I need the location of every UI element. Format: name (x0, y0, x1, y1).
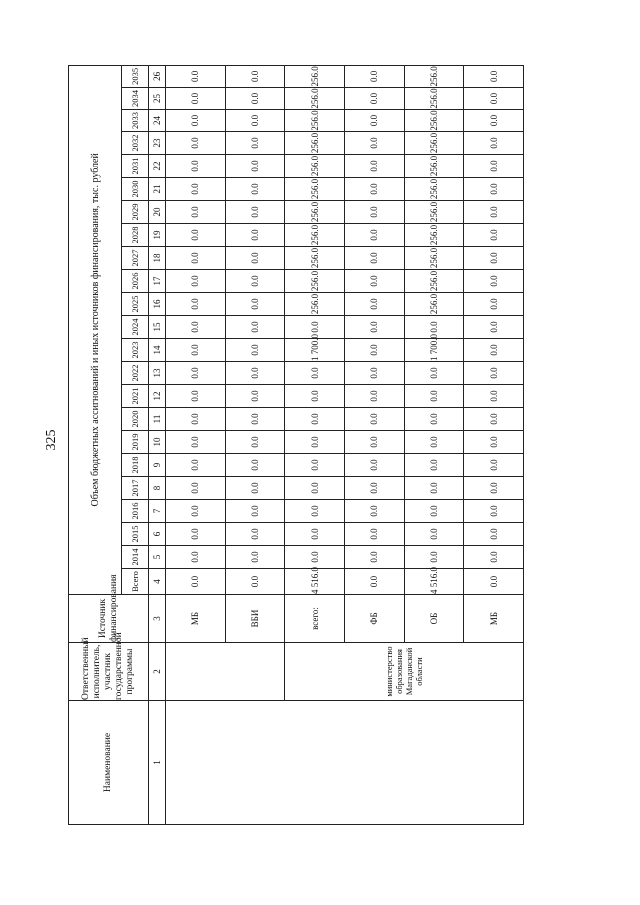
column-number: 6 (149, 523, 166, 546)
value-cell: 0.0 (166, 293, 226, 316)
value-cell: 0.0 (225, 270, 285, 293)
value-cell: 0.0 (344, 132, 404, 155)
year-header: Всего (122, 569, 149, 595)
column-number: 8 (149, 477, 166, 500)
value-cell: 0.0 (404, 523, 464, 546)
responsible-executor: министерство образования Магаданской области (285, 643, 524, 701)
value-cell: 0.0 (344, 178, 404, 201)
value-cell: 0.0 (344, 65, 404, 87)
value-cell: 0.0 (344, 247, 404, 270)
value-cell: 0.0 (404, 408, 464, 431)
value-cell: 4 516.0 (404, 569, 464, 595)
column-number: 16 (149, 293, 166, 316)
value-cell: 0.0 (225, 362, 285, 385)
value-cell: 256.0 (285, 247, 345, 270)
header-budget-title: Объем бюджетных ассигнований и иных источников финансирования, тыс. рублей (69, 65, 122, 594)
value-cell: 0.0 (464, 454, 524, 477)
value-cell: 0.0 (344, 224, 404, 247)
column-number: 12 (149, 385, 166, 408)
value-cell: 0.0 (166, 500, 226, 523)
year-header: 2032 (122, 132, 149, 155)
value-cell: 0.0 (285, 546, 345, 569)
value-cell: 1 700.0 (285, 339, 345, 362)
column-number: 11 (149, 408, 166, 431)
column-number: 10 (149, 431, 166, 454)
value-cell: 0.0 (225, 316, 285, 339)
funding-source: МБ (464, 595, 524, 643)
value-cell: 0.0 (344, 546, 404, 569)
value-cell: 0.0 (166, 385, 226, 408)
value-cell: 0.0 (285, 500, 345, 523)
value-cell: 0.0 (464, 316, 524, 339)
value-cell: 0.0 (404, 362, 464, 385)
year-header: 2020 (122, 408, 149, 431)
column-number: 4 (149, 569, 166, 595)
value-cell: 0.0 (166, 546, 226, 569)
value-cell: 0.0 (166, 110, 226, 132)
funding-source: ВБИ (225, 595, 285, 643)
value-cell: 256.0 (404, 201, 464, 224)
column-number-row (149, 65, 166, 824)
year-header: 2015 (122, 523, 149, 546)
column-number: 1 (149, 701, 166, 825)
value-cell: 0.0 (166, 155, 226, 178)
value-cell: 0.0 (225, 155, 285, 178)
column-number: 7 (149, 500, 166, 523)
year-header: 2023 (122, 339, 149, 362)
budget-table (68, 65, 524, 825)
value-cell: 0.0 (404, 477, 464, 500)
column-number: 17 (149, 270, 166, 293)
value-cell: 0.0 (344, 408, 404, 431)
value-cell: 0.0 (166, 65, 226, 87)
value-cell: 0.0 (344, 500, 404, 523)
value-cell: 0.0 (344, 155, 404, 178)
value-cell: 0.0 (464, 385, 524, 408)
value-cell: 0.0 (166, 270, 226, 293)
header-name: Наименование (69, 701, 149, 825)
value-cell: 0.0 (225, 546, 285, 569)
value-cell: 0.0 (225, 454, 285, 477)
value-cell: 0.0 (166, 224, 226, 247)
year-header: 2033 (122, 110, 149, 132)
value-cell: 0.0 (344, 454, 404, 477)
value-cell: 0.0 (464, 362, 524, 385)
year-header: 2035 (122, 65, 149, 87)
value-cell: 0.0 (404, 546, 464, 569)
value-cell: 0.0 (166, 316, 226, 339)
column-number: 21 (149, 178, 166, 201)
value-cell: 0.0 (404, 385, 464, 408)
value-cell: 256.0 (285, 201, 345, 224)
value-cell: 0.0 (344, 270, 404, 293)
value-cell: 0.0 (344, 339, 404, 362)
value-cell: 0.0 (404, 454, 464, 477)
value-cell: 0.0 (225, 224, 285, 247)
value-cell: 0.0 (344, 88, 404, 110)
year-header: 2019 (122, 431, 149, 454)
value-cell: 0.0 (166, 339, 226, 362)
name-cell (166, 701, 524, 825)
year-header: 2026 (122, 270, 149, 293)
year-header: 2031 (122, 155, 149, 178)
value-cell: 0.0 (344, 110, 404, 132)
value-cell: 0.0 (225, 65, 285, 87)
value-cell: 0.0 (285, 385, 345, 408)
value-cell: 0.0 (464, 65, 524, 87)
value-cell: 256.0 (285, 65, 345, 87)
value-cell: 0.0 (404, 316, 464, 339)
year-header: 2024 (122, 316, 149, 339)
value-cell: 0.0 (225, 385, 285, 408)
year-header: 2025 (122, 293, 149, 316)
value-cell: 0.0 (464, 546, 524, 569)
value-cell: 256.0 (285, 178, 345, 201)
value-cell: 4 516.0 (285, 569, 345, 595)
value-cell: 0.0 (225, 88, 285, 110)
value-cell: 0.0 (344, 316, 404, 339)
value-cell: 0.0 (285, 454, 345, 477)
page-number: 325 (44, 429, 59, 451)
responsible-cell (166, 643, 285, 701)
value-cell: 0.0 (166, 178, 226, 201)
column-number: 23 (149, 132, 166, 155)
year-header: 2028 (122, 224, 149, 247)
value-cell: 0.0 (225, 247, 285, 270)
value-cell: 0.0 (464, 339, 524, 362)
value-cell: 0.0 (464, 500, 524, 523)
value-cell: 0.0 (285, 362, 345, 385)
value-cell: 0.0 (166, 523, 226, 546)
year-header: 2018 (122, 454, 149, 477)
value-cell: 0.0 (464, 569, 524, 595)
value-cell: 256.0 (404, 247, 464, 270)
value-cell: 0.0 (166, 88, 226, 110)
value-cell: 256.0 (404, 224, 464, 247)
year-header: 2022 (122, 362, 149, 385)
value-cell: 256.0 (285, 270, 345, 293)
value-cell: 0.0 (344, 385, 404, 408)
value-cell: 256.0 (285, 155, 345, 178)
value-cell: 0.0 (464, 224, 524, 247)
value-cell: 256.0 (285, 110, 345, 132)
column-number: 5 (149, 546, 166, 569)
value-cell: 0.0 (464, 408, 524, 431)
year-header: 2021 (122, 385, 149, 408)
funding-source: ОБ (404, 595, 464, 643)
year-header: 2027 (122, 247, 149, 270)
value-cell: 256.0 (285, 132, 345, 155)
column-number: 9 (149, 454, 166, 477)
value-cell: 0.0 (225, 110, 285, 132)
value-cell: 0.0 (344, 431, 404, 454)
value-cell: 0.0 (464, 523, 524, 546)
value-cell: 0.0 (166, 408, 226, 431)
column-number: 24 (149, 110, 166, 132)
column-number: 2 (149, 643, 166, 701)
value-cell: 0.0 (464, 247, 524, 270)
value-cell: 256.0 (404, 293, 464, 316)
value-cell: 0.0 (166, 132, 226, 155)
value-cell: 0.0 (166, 569, 226, 595)
value-cell: 256.0 (404, 132, 464, 155)
value-cell: 0.0 (225, 569, 285, 595)
value-cell: 256.0 (404, 110, 464, 132)
column-number: 20 (149, 201, 166, 224)
value-cell: 0.0 (464, 88, 524, 110)
column-number: 19 (149, 224, 166, 247)
year-header: 2016 (122, 500, 149, 523)
value-cell: 0.0 (344, 569, 404, 595)
value-cell: 0.0 (225, 132, 285, 155)
value-cell: 256.0 (404, 88, 464, 110)
value-cell: 0.0 (166, 201, 226, 224)
value-cell: 256.0 (404, 155, 464, 178)
value-cell: 0.0 (344, 523, 404, 546)
column-number: 14 (149, 339, 166, 362)
value-cell: 0.0 (166, 362, 226, 385)
value-cell: 0.0 (344, 477, 404, 500)
value-cell: 0.0 (225, 477, 285, 500)
value-cell: 0.0 (285, 316, 345, 339)
value-cell: 0.0 (344, 293, 404, 316)
header-responsible: Ответственный исполнитель, участник государственной программы (69, 643, 149, 701)
value-cell: 0.0 (464, 477, 524, 500)
value-cell: 0.0 (464, 178, 524, 201)
column-number: 22 (149, 155, 166, 178)
value-cell: 256.0 (285, 88, 345, 110)
funding-source: ФБ (344, 595, 404, 643)
value-cell: 0.0 (464, 132, 524, 155)
year-header: 2017 (122, 477, 149, 500)
value-cell: 0.0 (404, 500, 464, 523)
value-cell: 0.0 (285, 408, 345, 431)
value-cell: 0.0 (225, 201, 285, 224)
value-cell: 0.0 (166, 431, 226, 454)
funding-source: МБ (166, 595, 226, 643)
value-cell: 0.0 (225, 293, 285, 316)
funding-source: всего: (285, 595, 345, 643)
value-cell: 0.0 (344, 362, 404, 385)
budget-table-rotated (68, 65, 524, 825)
column-number: 3 (149, 595, 166, 643)
year-header: 2030 (122, 178, 149, 201)
value-cell: 256.0 (404, 270, 464, 293)
value-cell: 1 700.0 (404, 339, 464, 362)
value-cell: 0.0 (166, 454, 226, 477)
value-cell: 256.0 (404, 178, 464, 201)
value-cell: 0.0 (464, 431, 524, 454)
value-cell: 256.0 (404, 65, 464, 87)
value-cell: 0.0 (464, 155, 524, 178)
value-cell: 256.0 (285, 224, 345, 247)
value-cell: 0.0 (225, 339, 285, 362)
value-cell: 0.0 (166, 477, 226, 500)
year-header: 2029 (122, 201, 149, 224)
value-cell: 0.0 (225, 178, 285, 201)
value-cell: 0.0 (225, 431, 285, 454)
value-cell: 0.0 (225, 500, 285, 523)
header-source: Источник финансирования (69, 595, 149, 643)
value-cell: 0.0 (285, 477, 345, 500)
value-cell: 0.0 (404, 431, 464, 454)
column-number: 15 (149, 316, 166, 339)
column-number: 25 (149, 88, 166, 110)
value-cell: 0.0 (464, 110, 524, 132)
year-header: 2014 (122, 546, 149, 569)
year-header: 2034 (122, 88, 149, 110)
value-cell: 0.0 (344, 201, 404, 224)
value-cell: 0.0 (225, 408, 285, 431)
value-cell: 0.0 (464, 293, 524, 316)
table-row (166, 65, 226, 824)
value-cell: 0.0 (285, 523, 345, 546)
value-cell: 0.0 (464, 201, 524, 224)
budget-table-body (166, 65, 524, 824)
value-cell: 0.0 (225, 523, 285, 546)
value-cell: 0.0 (166, 247, 226, 270)
column-number: 18 (149, 247, 166, 270)
value-cell: 0.0 (464, 270, 524, 293)
column-number: 13 (149, 362, 166, 385)
value-cell: 0.0 (285, 431, 345, 454)
column-number: 26 (149, 65, 166, 87)
value-cell: 256.0 (285, 293, 345, 316)
